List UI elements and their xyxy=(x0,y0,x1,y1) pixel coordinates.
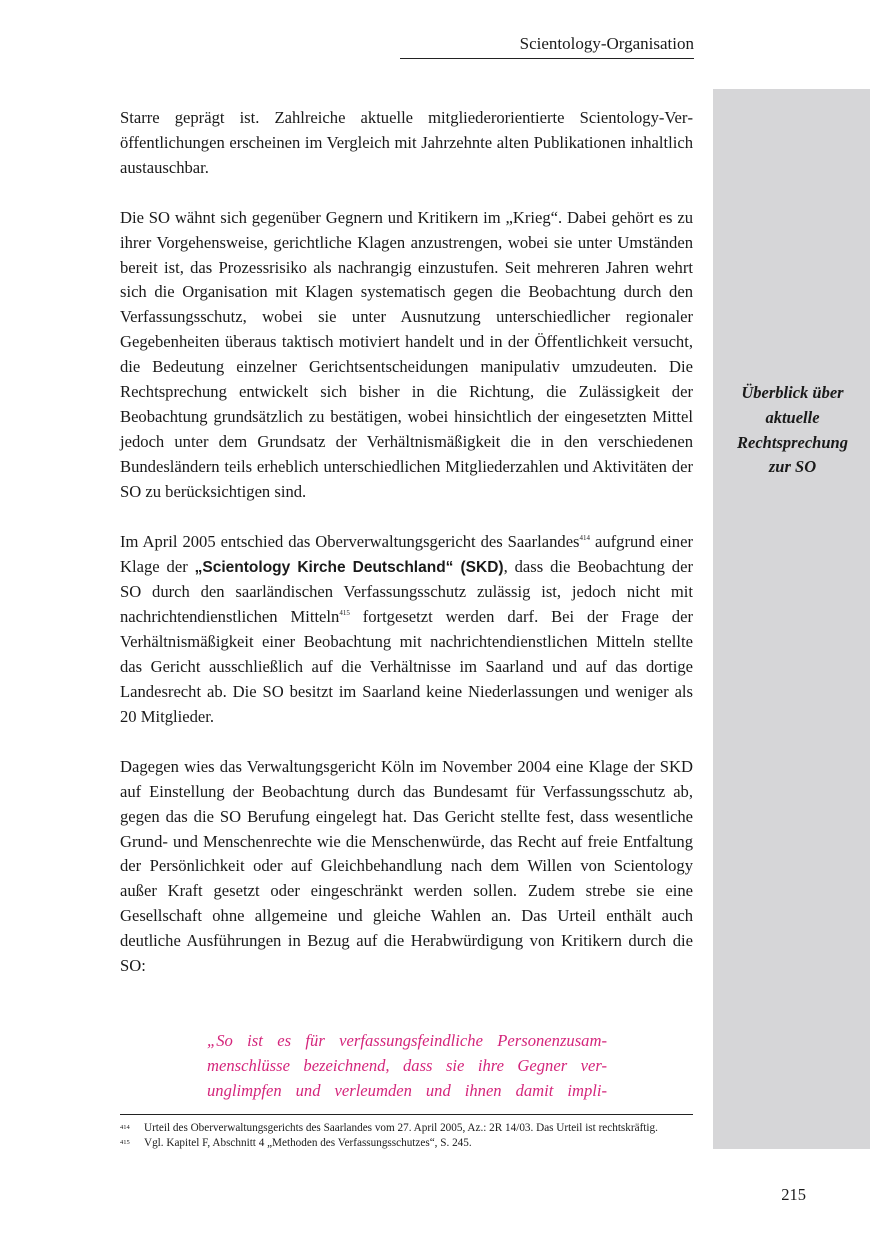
paragraph-text: , dass die Beobachtung der SO durch den saarländischen Verfassungsschutz zulässig ist, jedoch nicht mit nachrichtendienstlichen Mitteln xyxy=(120,556,693,627)
margin-note xyxy=(721,381,864,480)
footnotes xyxy=(120,1114,693,1151)
paragraph: Dagegen wies das Verwaltungsgericht Köln im November 2004 eine Klage der SKD auf Einstellung der Beobachtung durch das Bundesamt für Verfassungsschutz ab, gegen das die SO Berufung eingelegt hat. Das Gericht stellte fest, dass wesentliche Grund- und Menschenrechte wie die Menschenwürde, das Recht auf freie Entfaltung der Persönlichkeit oder auf Gleichbehandlung nach dem Willen von Scientology außer Kraft gesetzt oder eingeschränkt werden sollen. Zudem strebe sie eine Gesellschaft ohne allgemeine und gleiche Wahlen an. Das Urteil enthält auch deutliche Ausführungen in Bezug auf die Herabwürdigung von Kritikern durch die SO: xyxy=(120,756,693,976)
footnote-number: 414 xyxy=(120,1124,130,1131)
margin-note-line: zur SO xyxy=(768,457,817,477)
footnote-text: Urteil des Oberverwaltungsgerichts des Saarlandes vom 27. April 2005, Az.: 2R 14/03. Das Urteil ist rechtskräftig. xyxy=(144,1122,658,1134)
footnote-number: 415 xyxy=(120,1139,130,1146)
margin-note-line: Rechtsprechung xyxy=(737,432,848,452)
footnote-text: Vgl. Kapitel F, Abschnitt 4 „Methoden des Verfassungsschutzes“, S. 245. xyxy=(144,1137,472,1149)
footnote-ref-415[interactable]: 415 xyxy=(339,609,350,618)
quote-line: menschlüsse bezeichnend, dass sie ihre Gegner ver- xyxy=(207,1055,607,1075)
quote-line: „So ist es für verfassungsfeindliche Personenzusam- xyxy=(207,1031,607,1050)
footnote xyxy=(120,1136,693,1151)
paragraph-text: Im April 2005 entschied das Oberverwaltungsgericht des Saarlandes xyxy=(120,531,580,551)
quote-line: unglimpfen und verleumden und ihnen damit impli- xyxy=(207,1080,607,1100)
paragraph-text: fortgesetzt werden darf. Bei der Frage der Verhältnismäßigkeit einer Beobachtung mit nachrichtendienstlichen Mitteln stellte das Gericht ausschließlich auf die Verhältnisse im Saarland und auf das dortige Landesrecht ab. Die SO besitzt im Saarland keine Niederlassungen und weniger als 20 Mitglieder. xyxy=(120,607,693,726)
page-number: 215 xyxy=(781,1185,806,1204)
paragraph: Die SO wähnt sich gegenüber Gegnern und Kritikern im „Krieg“. Dabei gehört es zu ihrer Vorgehensweise, gerichtliche Klagen anzustrengen, wobei sie unter Umständen bereit ist, das Prozessrisiko als nachrangig einzustufen. Seit mehreren Jahren wehrt sich die Organisation mit Klagen systematisch gegen die Beobachtung durch den Verfassungsschutz, wobei sie unter Ausnutzung unterschiedlicher regionaler Gegebenheiten überaus taktisch motiviert handelt und in der Öffentlichkeit versucht, die Bedeutung einzelner Gerichtsentscheidungen manipulativ umzudeuten. Die Rechtsprechung entwickelt sich bisher in die Richtung, die Zulässigkeit der Beobachtung grundsätzlich zu bestätigen, wobei hinsichtlich der eingesetzten Mittel jedoch unter dem Grundsatz der Verhältnismäßigkeit die in den verschiedenen Bundesländern teils erheblich unterschiedlichen Mitgliederzahlen und Aktivitäten der SO zu berücksichtigen sind. xyxy=(120,207,693,501)
paragraph: Starre geprägt ist. Zahlreiche aktuelle mitgliederorientierte Scientology-Veröffentlichungen erscheinen im Vergleich mit Jahrzehnte alten Publikationen inhaltlich austauschbar. xyxy=(120,108,693,177)
footnote xyxy=(120,1121,693,1136)
organization-name: „Scientology Kirche Deutschland“ (SKD) xyxy=(194,558,504,576)
running-head: Scientology-Organisation xyxy=(400,33,694,59)
block-quote xyxy=(207,1029,607,1104)
footnote-ref-414[interactable]: 414 xyxy=(579,533,591,542)
main-text xyxy=(120,106,693,1004)
paragraph-text: aufgrund einer Klage der xyxy=(120,531,693,576)
margin-sidebar xyxy=(713,89,870,1149)
paragraph xyxy=(120,530,693,730)
margin-note-line: Überblick über xyxy=(741,383,844,402)
margin-note-line: aktuelle xyxy=(765,407,820,427)
